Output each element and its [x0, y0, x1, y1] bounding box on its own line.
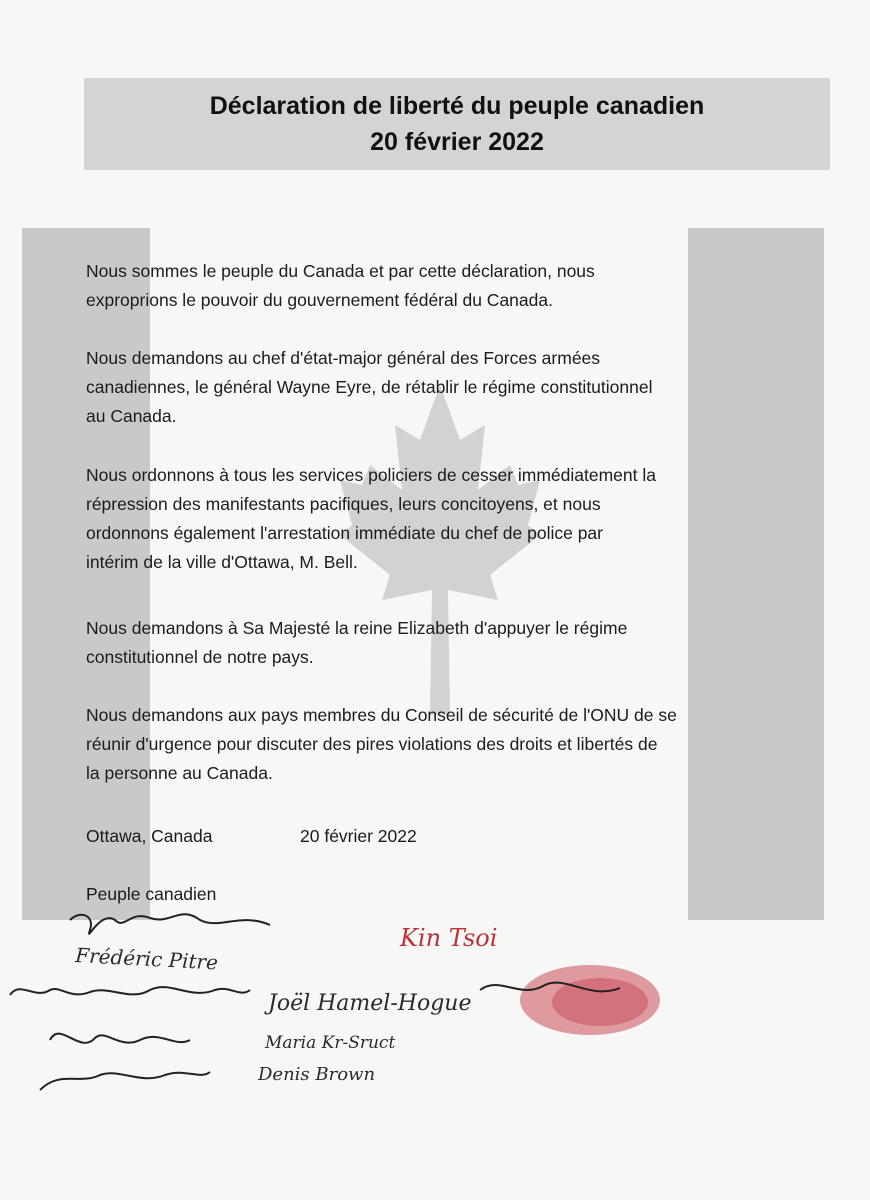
paragraph-line: Nous sommes le peuple du Canada et par cette déclaration, nous: [86, 261, 595, 281]
signature-name-4: Maria Kr-Sruct: [265, 1033, 396, 1053]
paragraph-1: [86, 257, 806, 315]
title-banner: [84, 78, 830, 170]
paragraph-line: répression des manifestants pacifiques, leurs concitoyens, et nous: [86, 494, 601, 514]
paragraph-line: ordonnons également l'arrestation immédiate du chef de police par: [86, 523, 603, 543]
signature-name-3: Kin Tsoi: [400, 924, 498, 952]
closing-place: Ottawa, Canada: [86, 826, 213, 846]
document-title: Déclaration de liberté du peuple canadien: [209, 92, 705, 120]
paragraph-line: Nous ordonnons à tous les services policiers de cesser immédiatement la: [86, 465, 656, 485]
paragraph-2: [86, 344, 806, 431]
paragraph-line: Nous demandons au chef d'état-major général des Forces armées: [86, 348, 601, 368]
paragraph-line: Nous demandons aux pays membres du Conseil de sécurité de l'ONU de se: [86, 705, 677, 725]
document-date: 20 février 2022: [370, 128, 544, 156]
signature-scribble-3: [50, 1034, 190, 1043]
paragraph-line: intérim de la ville d'Ottawa, M. Bell.: [86, 552, 358, 572]
signatures-area: [0, 890, 870, 1120]
signatory-label: Peuple canadien: [86, 884, 217, 904]
paragraph-5: [86, 701, 806, 788]
paragraph-line: Nous demandons à Sa Majesté la reine Elizabeth d'appuyer le régime: [86, 618, 628, 638]
paragraph-line: exproprions le pouvoir du gouvernement fédéral du Canada.: [86, 290, 553, 310]
paragraph-3: [86, 461, 806, 577]
paragraph-line: constitutionnel de notre pays.: [86, 647, 314, 667]
paragraph-4: [86, 614, 806, 672]
paragraph-line: au Canada.: [86, 406, 177, 426]
signature-scribble-1: [70, 914, 270, 934]
paragraph-line: réunir d'urgence pour discuter des pires violations des droits et libertés de: [86, 734, 658, 754]
closing-date: 20 février 2022: [300, 826, 417, 846]
signature-name-1: Frédéric Pitre: [74, 943, 219, 975]
paragraph-line: canadiennes, le général Wayne Eyre, de rétablir le régime constitutionnel: [86, 377, 653, 397]
signature-scribble-4: [40, 1072, 210, 1090]
paragraph-line: la personne au Canada.: [86, 763, 273, 783]
signature-name-2: Joël Hamel-Hogue: [268, 991, 472, 1016]
signature-name-5: Denis Brown: [258, 1064, 376, 1085]
signature-scribble-2: [10, 987, 250, 995]
